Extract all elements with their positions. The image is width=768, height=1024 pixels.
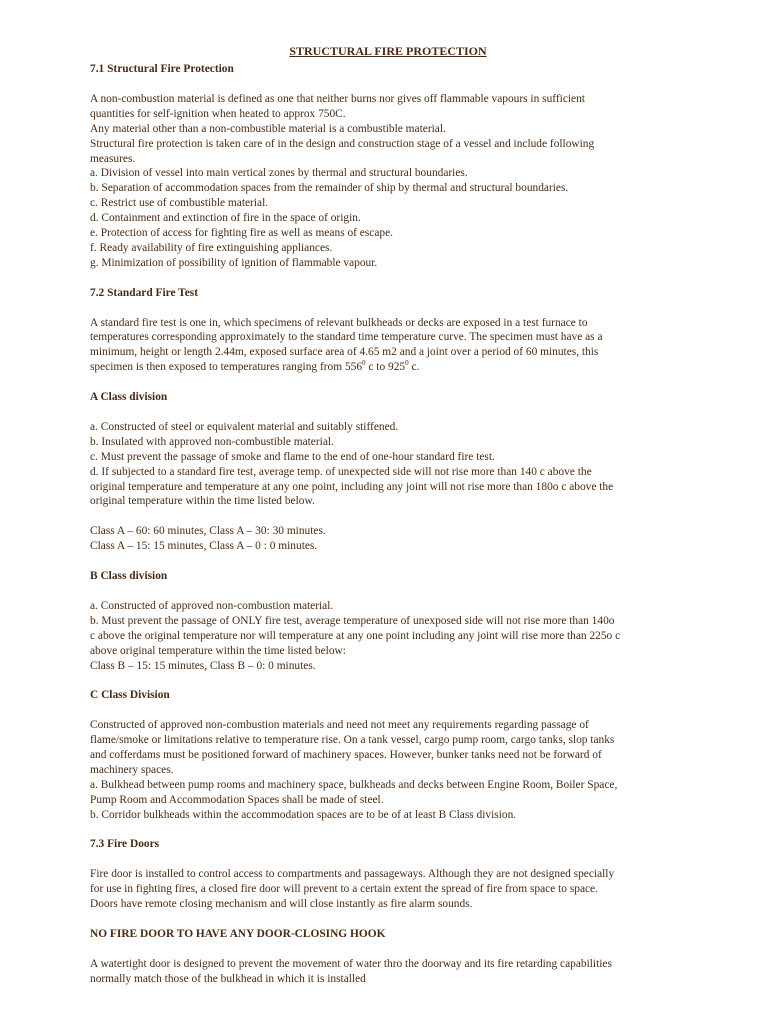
- text-line: A watertight door is designed to prevent the movement of water thro the doorway and its fire retarding capabilities: [90, 957, 612, 970]
- text-line: normally match those of the bulkhead in which it is installed: [90, 972, 366, 985]
- list-item: above original temperature within the time listed below:: [90, 644, 346, 657]
- superscript: 0: [405, 359, 409, 368]
- text-fragment: c.: [408, 361, 420, 374]
- text-line: machinery spaces.: [90, 763, 174, 776]
- text-fragment: specimen is then exposed to temperatures ranging from 556: [90, 361, 363, 374]
- c-class-body: [90, 718, 686, 822]
- list-item: b. Must prevent the passage of ONLY fire test, average temperature of unexposed side will not rise more than 140o: [90, 614, 615, 627]
- list-item: a. Division of vessel into main vertical zones by thermal and structural boundaries.: [90, 167, 468, 180]
- section-7-2-heading: 7.2 Standard Fire Test: [90, 286, 199, 299]
- section-7-1-body: [90, 92, 686, 271]
- text-line: Any material other than a non-combustible material is a combustible material.: [90, 122, 446, 135]
- text-line: Doors have remote closing mechanism and will close instantly as fire alarm sounds.: [90, 898, 473, 911]
- list-item: f. Ready availability of fire extinguishing appliances.: [90, 241, 333, 254]
- list-item: b. Separation of accommodation spaces from the remainder of ship by thermal and structural boundaries.: [90, 182, 569, 195]
- list-item: a. Constructed of approved non-combustion material.: [90, 599, 334, 612]
- list-item: b. Insulated with approved non-combustible material.: [90, 435, 334, 448]
- list-item: original temperature within the time listed below.: [90, 495, 315, 508]
- text-line: A standard fire test is one in, which specimens of relevant bulkheads or decks are exposed in a test furnace to: [90, 316, 588, 329]
- a-class-body: [90, 420, 686, 509]
- section-7-3-heading: 7.3 Fire Doors: [90, 838, 160, 851]
- text-line: temperatures corresponding approximately to the standard time temperature curve. The specimen must have as a: [90, 331, 603, 344]
- text-line: Fire door is installed to control access to compartments and passageways. Although they are not designed specially: [90, 868, 615, 881]
- list-item: c. Must prevent the passage of smoke and flame to the end of one-hour standard fire test.: [90, 450, 495, 463]
- superscript: 0: [362, 359, 366, 368]
- list-item: e. Protection of access for fighting fire as well as means of escape.: [90, 227, 394, 240]
- section-7-2-body: [90, 316, 686, 376]
- document-page: [90, 44, 686, 987]
- b-class-body: [90, 599, 686, 674]
- list-item: b. Corridor bulkheads within the accommodation spaces are to be of at least B Class division.: [90, 808, 517, 821]
- list-item: Pump Room and Accommodation Spaces shall be made of steel.: [90, 793, 384, 806]
- text-line: Constructed of approved non-combustion materials and need not meet any requirements regarding passage of: [90, 719, 589, 732]
- a-class-heading: A Class division: [90, 391, 168, 404]
- watertight-body: [90, 957, 686, 987]
- list-item: a. Constructed of steel or equivalent material and suitably stiffened.: [90, 420, 399, 433]
- text-line: Structural fire protection is taken care of in the design and construction stage of a vessel and include following: [90, 137, 595, 150]
- list-item: original temperature and temperature at any one point, including any joint will not rise more than 180o c above the: [90, 480, 614, 493]
- text-line: flame/smoke or limitations relative to temperature rise. On a tank vessel, cargo pump room, cargo tanks, slop tanks: [90, 734, 615, 747]
- text-fragment: c to 925: [365, 361, 406, 374]
- c-class-heading: C Class Division: [90, 689, 170, 702]
- text-line: measures.: [90, 152, 136, 165]
- list-item: c above the original temperature nor will temperature at any one point including any joint will rise more than 225o c: [90, 629, 621, 642]
- document-title: STRUCTURAL FIRE PROTECTION: [289, 44, 487, 58]
- text-line: A non-combustion material is defined as one that neither burns nor gives off flammable vapours in sufficient: [90, 92, 585, 105]
- text-line: for use in fighting fires, a closed fire door will prevent to a certain extent the spread of fire from space to space.: [90, 883, 598, 896]
- a-class-ratings: [90, 524, 686, 554]
- section-7-1-heading: 7.1 Structural Fire Protection: [90, 63, 234, 75]
- list-item: a. Bulkhead between pump rooms and machinery space, bulkheads and decks between Engine Room, Boiler Space,: [90, 778, 618, 791]
- text-line: quantities for self-ignition when heated to approx 750C.: [90, 107, 346, 120]
- section-7-3-body: [90, 867, 686, 912]
- list-item: d. Containment and extinction of fire in the space of origin.: [90, 212, 361, 225]
- text-line: Class A – 60: 60 minutes, Class A – 30: 30 minutes.: [90, 525, 326, 538]
- no-hook-heading: NO FIRE DOOR TO HAVE ANY DOOR-CLOSING HOOK: [90, 927, 386, 940]
- b-class-heading: B Class division: [90, 569, 168, 582]
- list-item: g. Minimization of possibility of ignition of flammable vapour.: [90, 256, 378, 269]
- text-line: [90, 360, 686, 375]
- text-line: Class A – 15: 15 minutes, Class A – 0 : 0 minutes.: [90, 540, 318, 553]
- list-item: c. Restrict use of combustible material.: [90, 197, 269, 210]
- list-item: d. If subjected to a standard fire test, average temp. of unexpected side will not rise more than 140 c above the: [90, 465, 592, 478]
- text-line: minimum, height or length 2.44m, exposed surface area of 4.65 m2 and a joint over a period of 60 minutes, this: [90, 346, 599, 359]
- text-line: and cofferdams must be positioned forward of machinery spaces. However, bunker tanks need not be forward of: [90, 749, 602, 761]
- text-line: Class B – 15: 15 minutes, Class B – 0: 0 minutes.: [90, 659, 316, 672]
